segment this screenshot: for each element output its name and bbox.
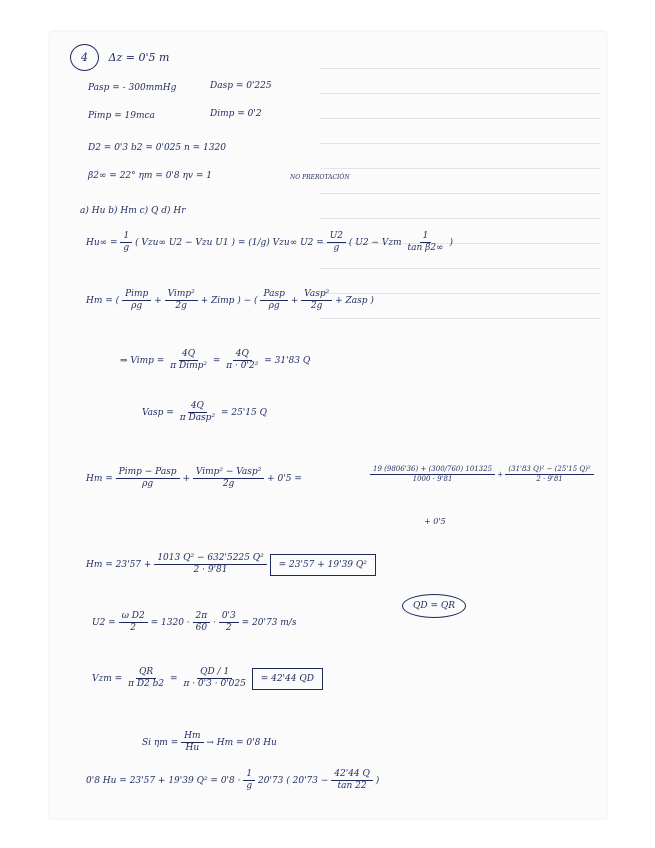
height-difference: Δz = 0'5 m <box>108 51 170 64</box>
problem-header <box>70 52 169 63</box>
discharge-velocity: ⇒ Vimp = $\frac{4Q}{\text{π Dimp²}}$ = $\frac{4Q}{\text{π · 0'2²}}$ = 31'83 Q <box>120 349 311 371</box>
hm-bernoulli-equation: Hm = ( $\frac{\text{Pimp}}{\rho g}$ + $\frac{\text{Vimp²}}{2g}$ + Zimp ) − ( $\frac{\text{Pasp}}{\rho g}$ + $\frac{\text{Vasp²}}{2g}$ + Zasp ) <box>86 289 374 311</box>
meridional-velocity: Vzm = $\frac{QR}{\text{π D2 b2}}$ = $\frac{QD / 1}{\pi \cdot 0'3 \cdot 0'025}$ = 42'44 QD <box>92 668 323 689</box>
hm-result-boxed: = 23'57 + 19'39 Q² <box>270 554 376 576</box>
manometric-efficiency: Si ηm = $\frac{Hm}{Hu}$ → Hm = 0'8 Hu <box>142 731 277 753</box>
question-parts: a) Hu b) Hm c) Q d) Hr <box>80 206 186 216</box>
vzm-result-boxed: = 42'44 QD <box>252 668 323 690</box>
handwritten-page <box>50 32 606 818</box>
suction-velocity: Vasp = $\frac{4Q}{\text{π Dasp²}}$ = 25'15 Q <box>142 401 267 423</box>
discharge-pressure: Pimp = 19mca <box>88 111 155 121</box>
suction-pressure: Pasp = - 300mmHg <box>88 83 177 93</box>
peripheral-speed: U2 = $\frac{\text{ω D2}}{2}$ = 1320 · $\frac{2\pi}{60}$ · $\frac{0'3}{2}$ = 20'73 m/s <box>92 611 297 633</box>
hm-result: Hm = 23'57 + $\frac{\text{1013 Q² − 632'5225 Q²}}{2 \cdot 9'81}$ = 23'57 + 19'39 Q² <box>86 554 376 575</box>
hm-numeric-substitution: $\frac{19 (9806'36) + (300/760) 101325}{1000 \cdot 9'81}$ + $\frac{\text{(31'83 Q)² − (25'15 Q)²}}{2 \cdot 9'81}$ <box>370 466 594 483</box>
discharge-diameter: Dimp = 0'2 <box>210 109 262 119</box>
problem-number: 4 <box>70 44 99 71</box>
flow-equality: QD = QR <box>402 602 466 611</box>
blade-angle-efficiencies: β2∞ = 22° ηm = 0'8 ηv = 1 <box>88 171 212 181</box>
impeller-data: D2 = 0'3 b2 = 0'025 n = 1320 <box>88 143 226 153</box>
hu-infinity-equation: Hu∞ = $\frac{1}{g}$ ( Vzu∞ U2 − Vzu U1 ) = (1/g) Vzu∞ U2 = $\frac{U2}{g}$ ( U2 − Vzm $\frac{1}{\text{tan β2∞}}$ ) <box>86 231 453 253</box>
no-prerotation-note: NO PREROTACIÓN <box>290 174 350 181</box>
suction-diameter: Dasp = 0'225 <box>210 81 272 91</box>
hm-numeric-equation: Hm = $\frac{\text{Pimp − Pasp}}{\rho g}$ + $\frac{\text{Vimp² − Vasp²}}{2g}$ + 0'5 = <box>86 467 302 489</box>
hm-plus-half: + 0'5 <box>424 517 446 526</box>
final-equation: 0'8 Hu = 23'57 + 19'39 Q² = 0'8 · $\frac{1}{g}$ 20'73 ( 20'73 − $\frac{42'44 Q}{\tan 22}$ ) <box>86 769 380 791</box>
